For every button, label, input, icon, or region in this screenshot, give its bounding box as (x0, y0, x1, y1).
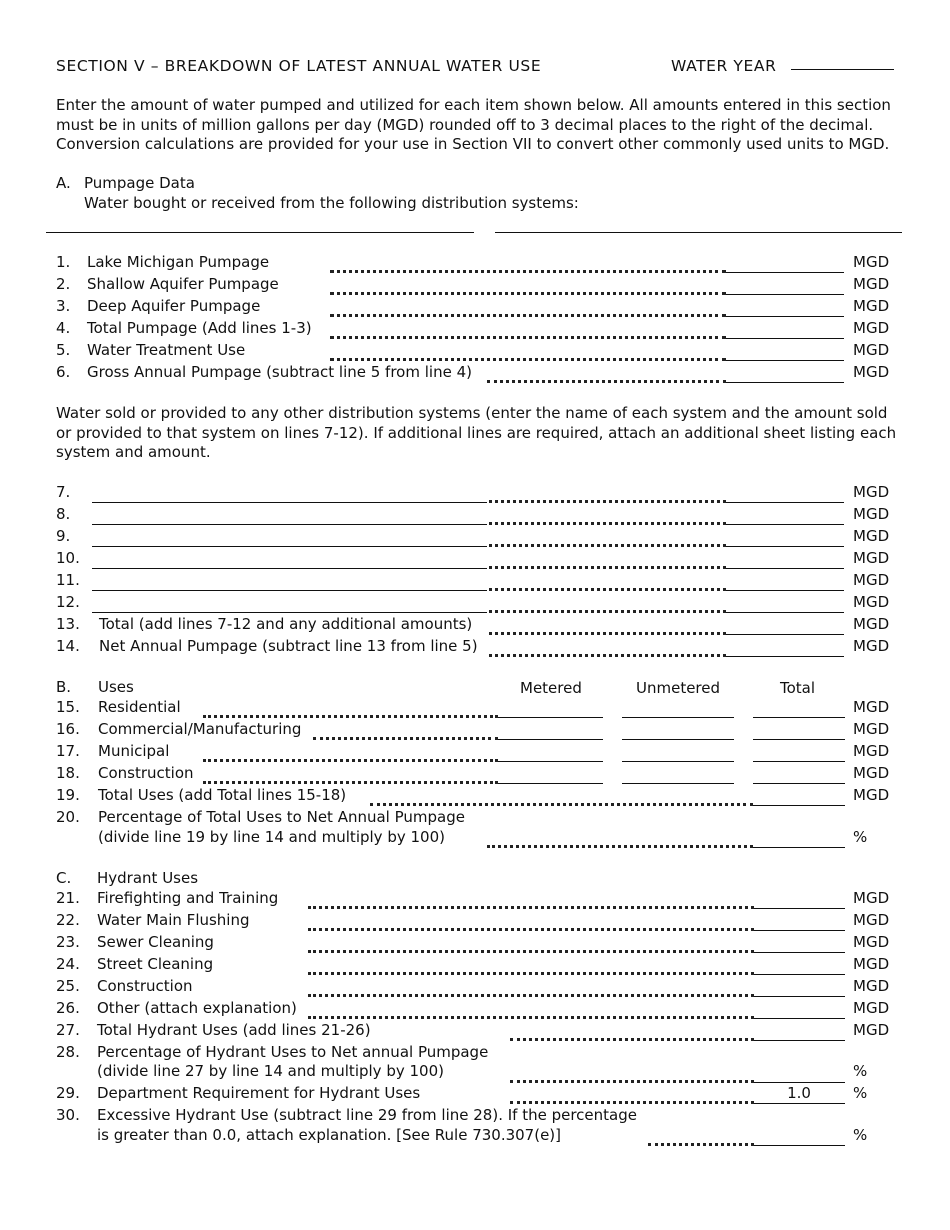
line-label: Construction (97, 977, 193, 995)
line-label: Gross Annual Pumpage (subtract line 5 from line 4) (87, 363, 472, 381)
unit-mgd: MGD (853, 297, 890, 315)
line-8-input[interactable] (726, 524, 844, 525)
line-9-input[interactable] (726, 546, 844, 547)
unit-mgd: MGD (853, 319, 890, 337)
unit-percent: % (853, 1062, 868, 1080)
water-year-label: WATER YEAR (671, 57, 777, 75)
line-27-input[interactable] (754, 1040, 845, 1041)
line-13-input[interactable] (726, 634, 844, 635)
line-label: Other (attach explanation) (97, 999, 297, 1017)
section-a-subtitle: Water bought or received from the following distribution systems: (84, 194, 579, 212)
leader-dots (370, 803, 753, 806)
unit-mgd: MGD (853, 786, 890, 804)
sold-note-line: system and amount. (56, 443, 211, 461)
section-b-title: Uses (98, 678, 134, 696)
leader-dots (308, 906, 754, 909)
line-number: 29. (56, 1084, 80, 1102)
section-b-letter: B. (56, 678, 72, 696)
line-18-metered-input[interactable] (498, 783, 603, 784)
unit-mgd: MGD (853, 1021, 890, 1039)
leader-dots (203, 715, 498, 718)
line-label-continued: (divide line 27 by line 14 and multiply by 100) (97, 1062, 444, 1080)
leader-dots (330, 336, 726, 339)
line-label: Deep Aquifer Pumpage (87, 297, 261, 315)
line-5-input[interactable] (726, 360, 844, 361)
line-number: 7. (56, 483, 71, 501)
line-label: Sewer Cleaning (97, 933, 214, 951)
leader-dots (313, 737, 498, 740)
leader-dots (489, 500, 726, 503)
line-24-input[interactable] (754, 974, 845, 975)
system-name-input-10[interactable] (92, 568, 487, 569)
line-label: Street Cleaning (97, 955, 214, 973)
line-label: Commercial/Manufacturing (98, 720, 302, 738)
line-label: Water Main Flushing (97, 911, 250, 929)
line-label-continued: is greater than 0.0, attach explanation. [See Rule 730.307(e)] (97, 1126, 562, 1144)
leader-dots (203, 759, 498, 762)
line-16-unmetered-input[interactable] (622, 739, 734, 740)
line-number: 13. (56, 615, 80, 633)
leader-dots (308, 1016, 754, 1019)
line-label: Total (add lines 7-12 and any additional amounts) (99, 615, 473, 633)
leader-dots (330, 270, 726, 273)
line-number: 25. (56, 977, 80, 995)
intro-line: Enter the amount of water pumped and utilized for each item shown below. All amounts entered in this section (56, 96, 891, 114)
line-15-total-input[interactable] (753, 717, 845, 718)
unit-percent: % (853, 1126, 868, 1144)
unit-mgd: MGD (853, 999, 890, 1017)
line-17-total-input[interactable] (753, 761, 845, 762)
water-year-input[interactable] (791, 69, 894, 70)
unit-percent: % (853, 1084, 868, 1102)
line-label: Total Uses (add Total lines 15-18) (98, 786, 347, 804)
line-7-input[interactable] (726, 502, 844, 503)
line-number: 3. (56, 297, 71, 315)
section-a-title: Pumpage Data (84, 174, 195, 192)
line-number: 11. (56, 571, 80, 589)
line-10-input[interactable] (726, 568, 844, 569)
line-21-input[interactable] (754, 908, 845, 909)
line-23-input[interactable] (754, 952, 845, 953)
leader-dots (489, 610, 726, 613)
distribution-system-input-2[interactable] (495, 232, 902, 233)
intro-line: Conversion calculations are provided for your use in Section VII to convert other commonly used units to MGD. (56, 135, 890, 153)
unit-mgd: MGD (853, 720, 890, 738)
line-label: Water Treatment Use (87, 341, 246, 359)
line-11-input[interactable] (726, 590, 844, 591)
unit-mgd: MGD (853, 253, 890, 271)
col-unmetered-header: Unmetered (636, 679, 721, 697)
unit-mgd: MGD (853, 549, 890, 567)
unit-mgd: MGD (853, 505, 890, 523)
line-label: Construction (98, 764, 194, 782)
leader-dots (648, 1143, 754, 1146)
line-29-field (754, 1103, 845, 1104)
line-label-continued: (divide line 19 by line 14 and multiply by 100) (98, 828, 445, 846)
unit-mgd: MGD (853, 593, 890, 611)
col-metered-header: Metered (520, 679, 582, 697)
line-label: Total Hydrant Uses (add lines 21-26) (97, 1021, 371, 1039)
line-number: 27. (56, 1021, 80, 1039)
leader-dots (487, 845, 753, 848)
line-label: Percentage of Hydrant Uses to Net annual Pumpage (97, 1043, 489, 1061)
line-6-input[interactable] (726, 382, 844, 383)
line-number: 19. (56, 786, 80, 804)
unit-mgd: MGD (853, 275, 890, 293)
unit-mgd: MGD (853, 483, 890, 501)
system-name-input-8[interactable] (92, 524, 487, 525)
line-number: 6. (56, 363, 71, 381)
unit-mgd: MGD (853, 637, 890, 655)
system-name-input-12[interactable] (92, 612, 487, 613)
line-number: 26. (56, 999, 80, 1017)
line-1-input[interactable] (726, 272, 844, 273)
leader-dots (489, 654, 726, 657)
leader-dots (489, 566, 726, 569)
leader-dots (308, 972, 754, 975)
leader-dots (510, 1101, 754, 1104)
intro-line: must be in units of million gallons per day (MGD) rounded off to 3 decimal places to the right of the decimal. (56, 115, 874, 134)
line-number: 4. (56, 319, 71, 337)
line-18-total-input[interactable] (753, 783, 845, 784)
line-number: 8. (56, 505, 71, 523)
unit-mgd: MGD (853, 955, 890, 973)
line-12-input[interactable] (726, 612, 844, 613)
unit-mgd: MGD (853, 889, 890, 907)
leader-dots (308, 928, 754, 931)
line-label: Net Annual Pumpage (subtract line 13 from line 5) (99, 637, 478, 655)
leader-dots (203, 781, 498, 784)
leader-dots (510, 1080, 754, 1083)
line-25-input[interactable] (754, 996, 845, 997)
leader-dots (330, 292, 726, 295)
line-number: 28. (56, 1043, 80, 1061)
line-number: 15. (56, 698, 80, 716)
line-label: Municipal (98, 742, 170, 760)
line-number: 9. (56, 527, 71, 545)
unit-mgd: MGD (853, 698, 890, 716)
unit-mgd: MGD (853, 933, 890, 951)
line-2-input[interactable] (726, 294, 844, 295)
line-number: 30. (56, 1106, 80, 1124)
line-15-metered-input[interactable] (498, 717, 603, 718)
leader-dots (489, 522, 726, 525)
unit-mgd: MGD (853, 742, 890, 760)
sold-note-paragraph (56, 404, 906, 463)
line-number: 21. (56, 889, 80, 907)
line-number: 2. (56, 275, 71, 293)
unit-percent: % (853, 828, 868, 846)
unit-mgd: MGD (853, 615, 890, 633)
line-22-input[interactable] (754, 930, 845, 931)
unit-mgd: MGD (853, 571, 890, 589)
leader-dots (330, 358, 726, 361)
line-number: 1. (56, 253, 71, 271)
unit-mgd: MGD (853, 764, 890, 782)
unit-mgd: MGD (853, 977, 890, 995)
section-a-letter: A. (56, 174, 71, 192)
unit-mgd: MGD (853, 527, 890, 545)
line-14-input[interactable] (726, 656, 844, 657)
leader-dots (308, 950, 754, 953)
line-18-unmetered-input[interactable] (622, 783, 734, 784)
line-label: Total Pumpage (Add lines 1-3) (87, 319, 312, 337)
line-number: 23. (56, 933, 80, 951)
hydrant-requirement-value: 1.0 (787, 1084, 811, 1102)
line-26-input[interactable] (754, 1018, 845, 1019)
system-name-input-11[interactable] (92, 590, 487, 591)
leader-dots (489, 544, 726, 547)
line-number: 14. (56, 637, 80, 655)
unit-mgd: MGD (853, 911, 890, 929)
system-name-input-9[interactable] (92, 546, 487, 547)
line-number: 17. (56, 742, 80, 760)
line-16-total-input[interactable] (753, 739, 845, 740)
line-number: 12. (56, 593, 80, 611)
line-number: 16. (56, 720, 80, 738)
line-3-input[interactable] (726, 316, 844, 317)
line-label: Firefighting and Training (97, 889, 279, 907)
section-title: SECTION V – BREAKDOWN OF LATEST ANNUAL WATER USE (56, 57, 542, 75)
line-4-input[interactable] (726, 338, 844, 339)
line-15-unmetered-input[interactable] (622, 717, 734, 718)
intro-paragraph (56, 96, 906, 155)
line-20-input[interactable] (753, 847, 845, 848)
distribution-system-input-1[interactable] (46, 232, 474, 233)
sold-note-line: Water sold or provided to any other distribution systems (enter the name of each system and the amount sold (56, 404, 888, 422)
line-number: 22. (56, 911, 80, 929)
unit-mgd: MGD (853, 341, 890, 359)
leader-dots (487, 380, 726, 383)
line-label: Department Requirement for Hydrant Uses (97, 1084, 421, 1102)
line-label: Excessive Hydrant Use (subtract line 29 from line 28). If the percentage (97, 1106, 637, 1124)
line-28-input[interactable] (754, 1082, 845, 1083)
leader-dots (489, 632, 726, 635)
leader-dots (510, 1038, 754, 1041)
leader-dots (489, 588, 726, 591)
leader-dots (308, 994, 754, 997)
line-30-input[interactable] (754, 1145, 845, 1146)
line-label: Shallow Aquifer Pumpage (87, 275, 279, 293)
line-16-metered-input[interactable] (498, 739, 603, 740)
line-label: Lake Michigan Pumpage (87, 253, 270, 271)
line-number: 10. (56, 549, 80, 567)
line-label: Percentage of Total Uses to Net Annual Pumpage (98, 808, 465, 826)
col-total-header: Total (780, 679, 816, 697)
line-number: 5. (56, 341, 71, 359)
section-c-letter: C. (56, 869, 72, 887)
line-number: 18. (56, 764, 80, 782)
line-17-metered-input[interactable] (498, 761, 603, 762)
leader-dots (330, 314, 726, 317)
line-number: 24. (56, 955, 80, 973)
line-number: 20. (56, 808, 80, 826)
line-17-unmetered-input[interactable] (622, 761, 734, 762)
sold-note-line: or provided to that system on lines 7-12). If additional lines are required, attach an additional sheet listing each (56, 423, 897, 442)
unit-mgd: MGD (853, 363, 890, 381)
system-name-input-7[interactable] (92, 502, 487, 503)
line-label: Residential (98, 698, 181, 716)
section-c-title: Hydrant Uses (97, 869, 199, 887)
line-19-input[interactable] (753, 805, 845, 806)
